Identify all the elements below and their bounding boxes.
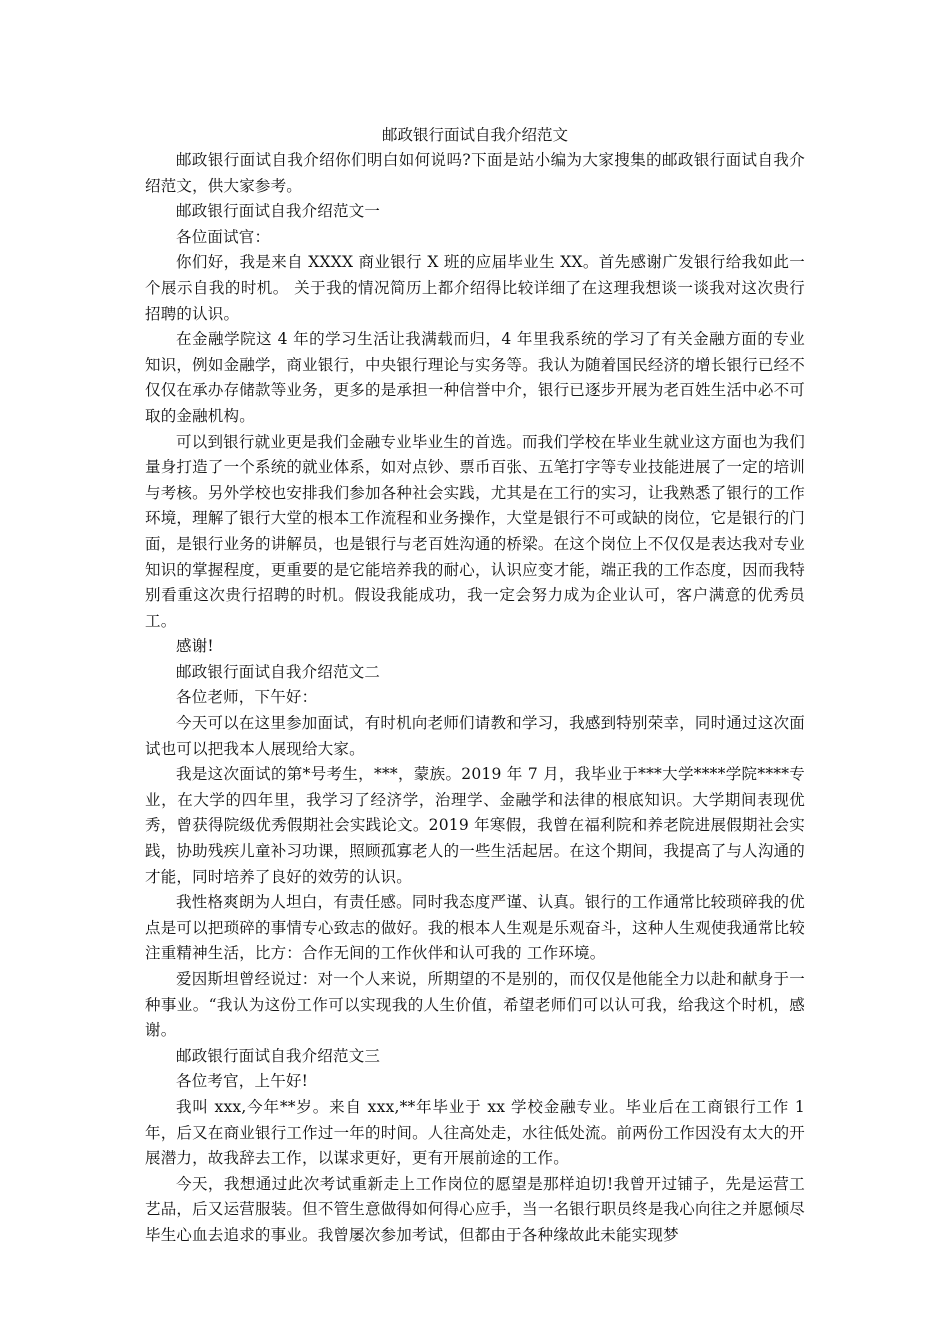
closing-line-1: 感谢! xyxy=(176,637,214,656)
body-paragraph: 在金融学院这 4 年的学习生活让我满载而归，4 年里我系统的学习了有关金融方面的专业知识，例如金融学，商业银行，中央银行理论与实务等。我认为随着国民经济的增长银行已经不仅仅在承办存储款等业务，更多的是承担一种信誉中介，银行已逐步开展为老百姓生活中必不可取的金融机构。 xyxy=(145,330,805,425)
body-paragraph: 我叫 xxx,今年**岁。来自 xxx,**年毕业于 xx 学校金融专业。毕业后在工商银行工作 1 年，后又在商业银行工作过一年的时间。人往高处走，水往低处流。前两份工作因没有太大的开展潜力，故我辞去工作，以谋求更好，更有开展前途的工作。 xyxy=(145,1097,805,1168)
body-paragraph: 今天可以在这里参加面试，有时机向老师们请教和学习，我感到特别荣幸，同时通过这次面试也可以把我本人展现给大家。 xyxy=(145,714,805,758)
body-paragraph: 我性格爽朗为人坦白，有责任感。同时我态度严谨、认真。银行的工作通常比较琐碎我的优点是可以把琐碎的事情专心致志的做好。我的根本人生观是乐观奋斗，这种人生观使我通常比较注重精神生活，比方：合作无间的工作伙伴和认可我的 工作环境。 xyxy=(145,893,805,963)
body-paragraph: 你们好，我是来自 XXXX 商业银行 X 班的应届毕业生 XX。首先感谢广发银行给我如此一个展示自我的时机。 关于我的情况简历上都介绍得比较详细了在这理我想谈一谈我对这次贵行招聘的认识。 xyxy=(145,253,805,323)
section-heading-3: 邮政银行面试自我介绍范文三 xyxy=(176,1046,381,1065)
document-title: 邮政银行面试自我介绍范文 xyxy=(381,126,568,144)
section-heading-1: 邮政银行面试自我介绍范文一 xyxy=(176,202,381,221)
body-paragraph: 爱因斯坦曾经说过：对一个人来说，所期望的不是别的，而仅仅是他能全力以赴和献身于一种事业。“我认为这份工作可以实现我的人生价值，希望老师们可以认可我，给我这个时机，感谢。 xyxy=(145,970,805,1040)
intro-paragraph: 邮政银行面试自我介绍你们明白如何说吗?下面是站小编为大家搜集的邮政银行面试自我介绍范文，供大家参考。 xyxy=(145,151,805,195)
body-paragraph: 我是这次面试的第*号考生，***，蒙族。2019 年 7 月，我毕业于***大学****学院****专业，在大学的四年里，我学习了经济学，治理学、金融学和法律的根底知识。大学期间表现优秀，曾获得院级优秀假期社会实践论文。2019 年寒假，我曾在福利院和养老院进展假期社会实践，协助残疾儿童补习功课，照顾孤寡老人的一些生活起居。在这个期间，我提高了与人沟通的才能，同时培养了良好的效劳的认识。 xyxy=(145,765,805,886)
section-heading-2: 邮政银行面试自我介绍范文二 xyxy=(176,662,381,681)
body-paragraph: 今天，我想通过此次考试重新走上工作岗位的愿望是那样迫切!我曾开过铺子，先是运营工艺品，后又运营服装。但不管生意做得如何得心应手，当一名银行职员终是我心向往之并愿倾尽毕生心血去追求的事业。我曾屡次参加考试，但都由于各种缘故此未能实现梦 xyxy=(145,1174,805,1244)
salutation-3: 各位考官，上午好! xyxy=(176,1072,309,1091)
salutation-1: 各位面试官： xyxy=(176,227,271,246)
salutation-2: 各位老师，下午好： xyxy=(176,688,318,707)
body-paragraph: 可以到银行就业更是我们金融专业毕业生的首选。而我们学校在毕业生就业这方面也为我们量身打造了一个系统的就业体系，如对点钞、票币百张、五笔打字等专业技能进展了一定的培训与考核。另外学校也安排我们参加各种社会实践，尤其是在工行的实习，让我熟悉了银行的工作环境，理解了银行大堂的根本工作流程和业务操作，大堂是银行不可或缺的岗位，它是银行的门面，是银行业务的讲解员，也是银行与老百姓沟通的桥梁。在这个岗位上不仅仅是表达我对专业知识的掌握程度，更重要的是它能培养我的耐心，认识应变才能，端正我的工作态度，因而我特别看重这次贵行招聘的时机。假设我能成功，我一定会努力成为企业认可，客户满意的优秀员工。 xyxy=(145,432,805,630)
